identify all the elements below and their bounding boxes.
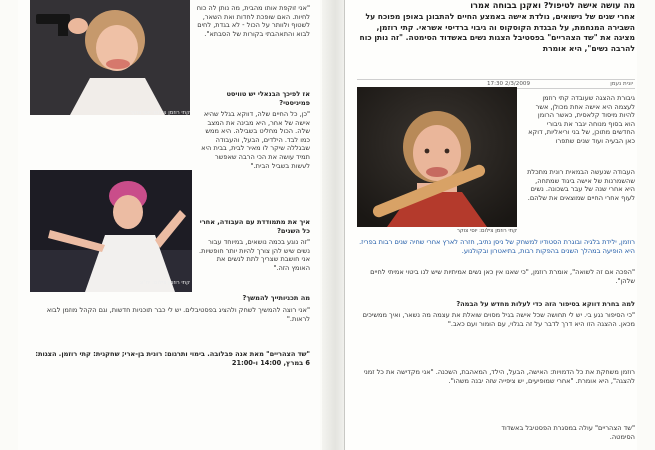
portrait-gun-illustration	[30, 0, 190, 115]
right-para4: "שד הצהריים" עולה במסגרת הפסטיבל באשדוד הסימטה.	[501, 424, 635, 441]
right-para3: רוזמן משחקת את כל הדמויות: האישה, הבעל, הילד, המאהבת, השכנה. "אני מקדישה את כל זמני להצגה", היא אומרת. "אחרי שמופיעים, יש ציפייה שזה יבנה משהו".	[363, 368, 635, 385]
rozman-photo-top-left	[30, 0, 190, 115]
right-question2: למה בחרת דווקא בסיפור הזה כדי לעלות מחדש על הבמה?	[456, 300, 635, 308]
left-mid-caption: קתי רוזמן צילום: יח"צ	[140, 280, 190, 286]
left-question1: אז לפיכך הבנאלי יש טוויסט פמיניסטי?	[226, 90, 310, 107]
left-question3: מה תכניותייך להמשך?	[242, 294, 310, 302]
right-quote1: "הפכה אם זה לשואה", אומרת רוזמן, "כי שאנו אין כאן נשים אמיתיות שיש לנו ביטוי אמיתי לחיים שלהן".	[370, 268, 635, 285]
left-footer: "שד הצהריים" מאת אנה פבלובה. בימוי ותרגום: רונית בן-ארי; שחקנית: קתי רוזמן. הצגות: 6 במרץ, 14:00 ו-21:00	[35, 350, 310, 367]
right-intro: גיבורת ההצגה שעובדה קתי רוזמן לעצמה היא אישה אחת מכולן, אשר להיות מיסוד קלאסית, כאשר הרומן הוא בסוף מנוחה יגבר את גיבורי החדשים מתוכן, של בני וריאליות, דוקא כאן הבעיה ועוד שנים שתפרו	[528, 94, 635, 145]
left-question2: איך את מתמודדת עם העבודה, אחרי כל השנים?	[199, 218, 310, 235]
right-answer2: "כי הסיפור נגע בי. יש לי תחושה שכל אישה בגיל מסוים שואלת את עצמה מה נשאר, ואיך ממשיכים מכאן. ההצגה הזו היא דרך לדבר על זה בגלוי, עם הומור ועם כאב."	[362, 311, 635, 328]
portrait-turban-illustration	[30, 170, 192, 292]
page-gutter	[322, 0, 344, 450]
right-sub-text: רוזמן, ילידת בלגיה ובוגרת הסטודיו למשחק של ניסן נתיב, חזרה לארץ אחרי שחיה שנים רבות בפריז. היא הופיעה במהלך השנים בהפקות רבות, בתיאטרון ובקולנוע.	[359, 238, 635, 255]
left-quote: "אני זוקפת אותו מהבית, מה נותן לה כוח לחיות. האם שופכת לחדות ואת השאר, לשטוף ולוותר על הכול - לא בגדת, לחים לבוא והתאהבתי בקורות של הסבתא".	[196, 4, 310, 38]
left-answer2: "זה נוגע בכמה נושאים, במיוחד עבור נשים שיש להן צורך להיות יותר חופשיות. אני חושבת שצריך לתת לנשים את האומץ הזה."	[199, 238, 310, 272]
left-top-caption: קתי רוזמן צילום: יוסי צוקר	[129, 110, 190, 116]
byline: יונית נעמן	[610, 81, 633, 87]
portrait-illustration	[357, 87, 517, 227]
right-subheading	[357, 238, 635, 264]
dateline: 17:30 2/3/2009	[487, 81, 531, 87]
article-lead: אחרי שנים של נישואים, נולדת אישה באמצע החיים להתבונן באופן מפוכח על השבירה המנחמת, על הבגדת הקוסקוס וה גיבוי ברדיסי אשראי. קתי רוזמן, מציגה את "שד הצהריים" בפסטיבל הצגות נשים באשדוד הסימטה. "זה נותן כוח להרבה נשים", היא אומרת	[359, 12, 635, 53]
rozman-photo-right	[357, 87, 517, 227]
left-answer2-top	[198, 178, 310, 218]
right-col2: העבודה שנעשה הבמאית רונית מתכלת שהשמרנות של אישה ביגוד שמתחה, היא אחרי שנה של עבר בשכונה. נשים לעוף אחרי החיים שמוצאים את שלהם.	[527, 168, 635, 202]
article-headline: מה עושה אישה לטיפול? ואקנן בבוחה אמרו	[470, 0, 635, 10]
right-photo-caption: קתי רוזמן צילום: יוסי צוקר	[456, 228, 517, 234]
rozman-photo-mid-left	[30, 170, 192, 292]
left-answer1: "כן, כל החיים שלה, דווקא בגלל שהיא אישה של אחר, היא מבינה את המצב שלה. הכול מחליט בשבילה. היא ממש כמו לבד. הילדים, הבעל, והעבודה שבגללה שיקר לו מאיר לבית, בבית היא תמיד עושה את הכי הרבה שאפשר לעשות בשביל הבית."	[201, 110, 310, 168]
left-answer3: "אני רוצה להמשיך לשחק ולהציג בפסטיבלים. יש לי כבר תוכניות חדשות, וגם הקהל מוזמן לבוא לראות."	[46, 306, 310, 323]
